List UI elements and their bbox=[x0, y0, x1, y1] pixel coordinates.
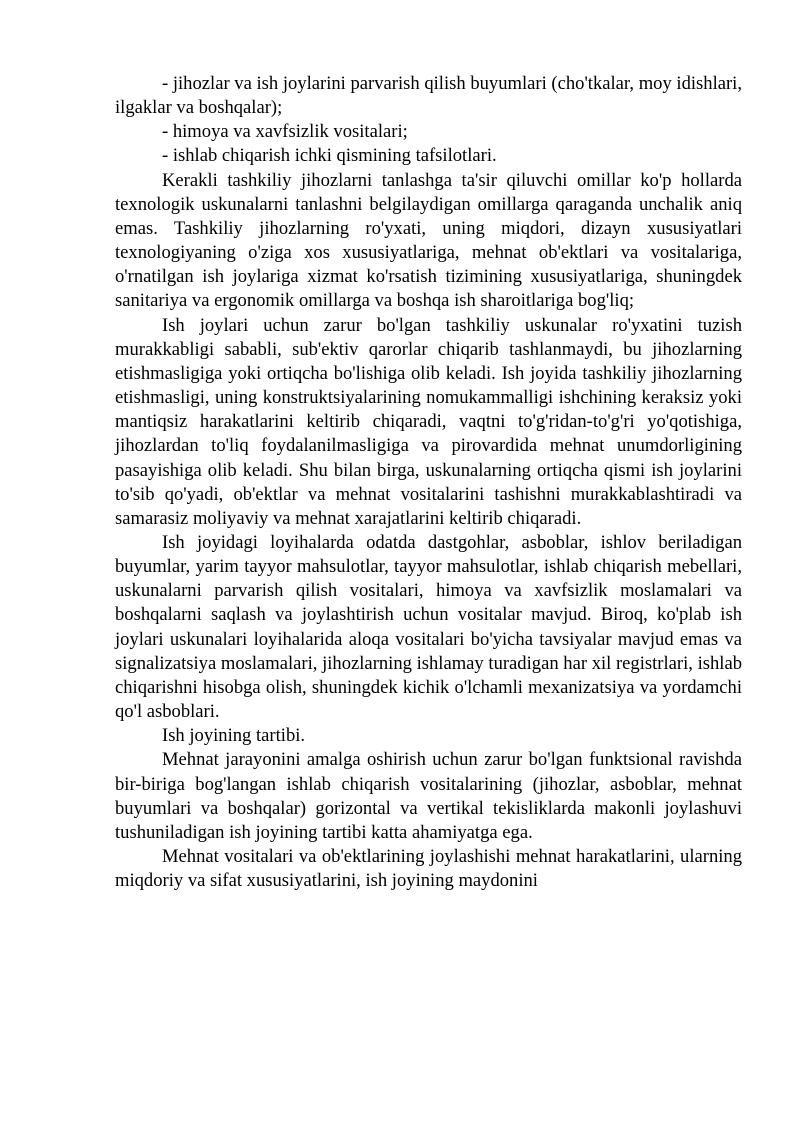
paragraph-list-item-care-tools: - jihozlar va ish joylarini parvarish qilish buyumlari (cho'tkalar, moy idishlari, ilgaklar va boshqalar); bbox=[115, 73, 742, 119]
paragraph-placement-of-tools: Mehnat vositalari va ob'ektlarining joylashishi mehnat harakatlarini, ularning miqdoriy va sifat xususiyatlarini, ish joyining maydonini bbox=[115, 846, 742, 892]
paragraph-list-item-interior-details: - ishlab chiqarish ichki qismining tafsilotlari. bbox=[162, 145, 497, 167]
paragraph-selection-factors: Kerakli tashkiliy jihozlarni tanlashga ta'sir qiluvchi omillar ko'p hollarda texnologik uskunalarni tanlashni belgilaydigan omillarga qaraganda unchalik aniq emas. Tashkiliy jihozlarning ro'yxati, uning miqdori, dizayn xususiyatlari texnologiyaning o'ziga xos xususiyatlariga, mehnat ob'ektlari va vositalariga, o'rnatilgan ish joylariga xizmat ko'rsatish tizimining xususiyatlariga, shuningdek sanitariya va ergonomik omillarga va boshqa ish sharoitlariga bog'liq; bbox=[115, 169, 742, 312]
section-heading-workplace-layout: Ish joyining tartibi. bbox=[162, 725, 306, 747]
paragraph-equipment-list-complexity: Ish joylari uchun zarur bo'lgan tashkiliy uskunalar ro'yxatini tuzish murakkabligi sababli, sub'ektiv qarorlar chiqarib tashlanmaydi, bu jihozlarning etishmasligiga yoki ortiqcha bo'lishiga olib keladi. Ish joyida tashkiliy jihozlarning etishmasligi, uning konstruktsiyalarining nomukammalligi ishchining keraksiz yoki mantiqsiz harakatlarini keltirib chiqaradi, vaqtni to'g'ridan-to'g'ri yo'qotishiga, jihozlardan to'liq foydalanilmasligiga va pirovardida mehnat unumdorligining pasayishiga olib keladi. Shu bilan birga, uskunalarning ortiqcha qismi ish joylarini to'sib qo'yadi, ob'ektlar va mehnat vositalarini tashishni murakkablashtiradi va samarasiz moliyaviy va mehnat xarajatlarini keltirib chiqaradi. bbox=[115, 314, 742, 529]
paragraph-workplace-projects: Ish joyidagi loyihalarda odatda dastgohlar, asboblar, ishlov beriladigan buyumlar, yarim tayyor mahsulotlar, tayyor mahsulotlar, ishlab chiqarish mebellari, uskunalarni parvarish qilish vositalari, himoya va xavfsizlik moslamalari va boshqalarni saqlash va joylashtirish uchun vositalar mavjud. Biroq, ko'plab ish joylari uskunalari loyihalarida aloqa vositalari bo'yicha tavsiyalar mavjud emas va signalizatsiya moslamalari, jihozlarning ishlamay turadigan har xil registrlari, ishlab chiqarishni hisobga olish, shuningdek kichik o'lchamli mexanizatsiya va yordamchi qo'l asboblari. bbox=[115, 531, 742, 723]
document-page bbox=[115, 72, 742, 893]
paragraph-layout-definition: Mehnat jarayonini amalga oshirish uchun zarur bo'lgan funktsional ravishda bir-biriga bog'langan ishlab chiqarish vositalarining (jihozlar, asboblar, mehnat buyumlari va boshqalar) gorizontal va vertikal tekisliklarda makonli joylashuvi tushuniladigan ish joyining tartibi katta ahamiyatga ega. bbox=[115, 749, 742, 843]
paragraph-list-item-safety-tools: - himoya va xavfsizlik vositalari; bbox=[162, 121, 408, 143]
